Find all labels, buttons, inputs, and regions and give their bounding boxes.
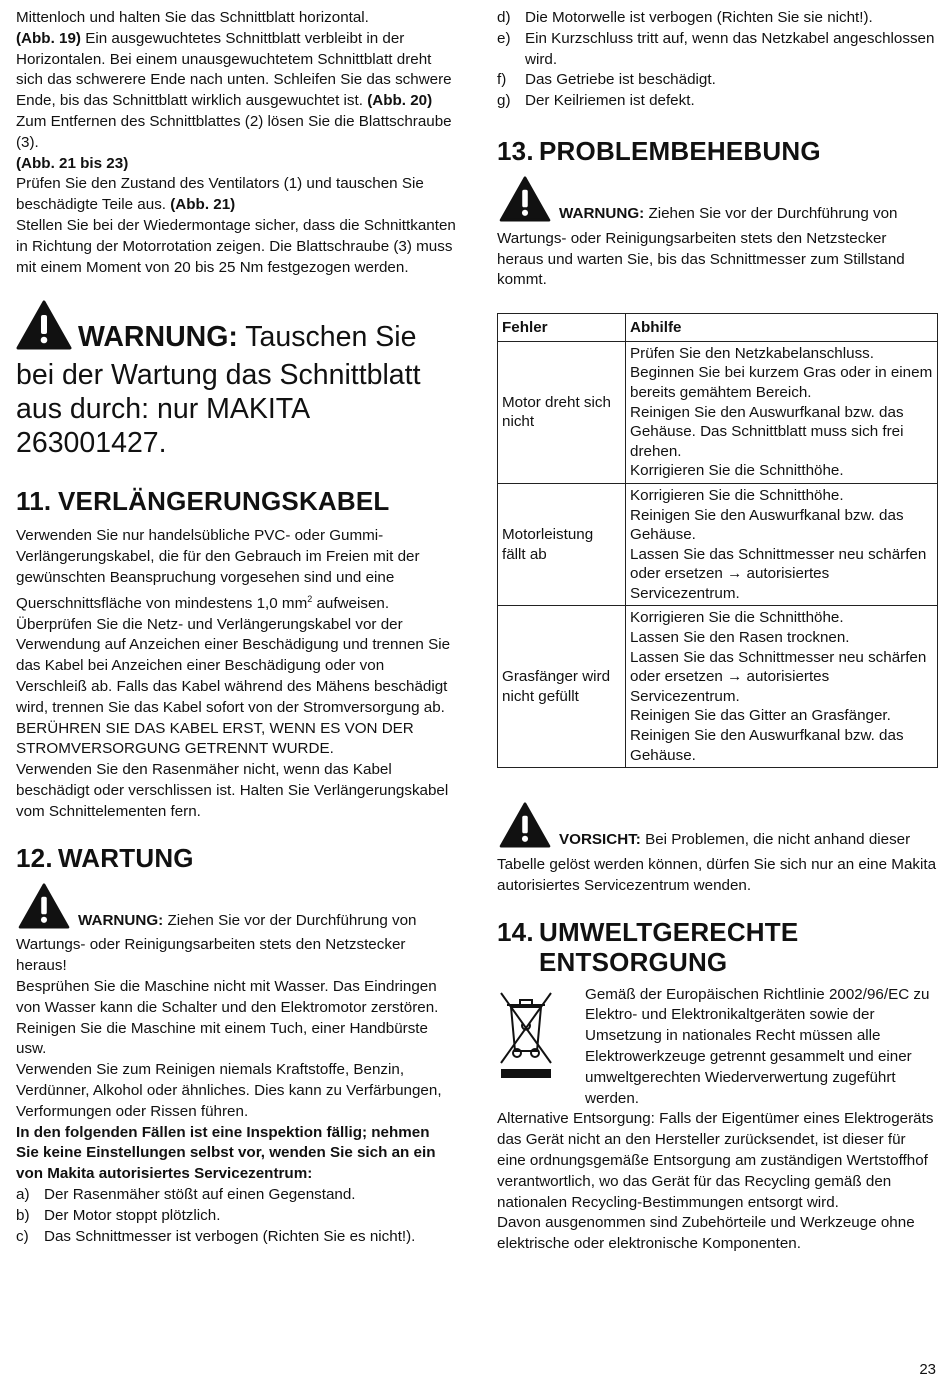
maintenance-warning: [16, 883, 456, 977]
inspection-list-continued: [497, 8, 937, 112]
warning-label: WARNUNG:: [78, 321, 238, 354]
fault-cell: Motorleistung fällt ab: [498, 483, 626, 606]
body-text: Stellen Sie bei der Wiedermontage sicher, dass die Schnittkanten in Richtung der Motorrotation zeigen. Die Blattschraube (3) muss mit einem Moment von 20 bis 25 Nm festgezogen werden.: [16, 216, 456, 276]
section-number: 13.: [497, 135, 534, 166]
remedy-cell: [626, 341, 938, 483]
section-title: UMWELTGERECHTE: [539, 916, 799, 947]
superscript: 2: [307, 593, 313, 604]
body-text: Verwenden Sie nur handelsübliche PVC- oder Gummi-Verlängerungskabel, die für den Gebrauch im Freien mit der gewünschten Beanspruchung vorgesehen sind und eine Querschnittsfläche von mindestens 1,0 mm: [16, 527, 420, 612]
warning-icon: [16, 300, 72, 358]
remedy-line: Reinigen Sie den Auswurfkanal bzw. das Gehäuse.: [630, 727, 904, 764]
section-11-heading: [16, 486, 456, 516]
caution-note: [497, 802, 937, 896]
table-header-row: [498, 314, 938, 342]
caution-label: VORSICHT:: [559, 831, 641, 849]
section-title: PROBLEMBEHEBUNG: [539, 135, 821, 166]
intro-text: Mittenloch und halten Sie das Schnittblatt horizontal.: [16, 9, 369, 26]
right-column: [497, 8, 937, 1255]
list-label: c): [16, 1227, 29, 1245]
figure-ref: (Abb. 19): [16, 29, 81, 47]
blade-warning: [16, 300, 456, 460]
list-label: a): [16, 1185, 30, 1203]
list-item: [497, 70, 937, 91]
disposal-block: [497, 985, 937, 1110]
remedy-line: Reinigen Sie den Auswurfkanal bzw. das Gehäuse.: [630, 506, 904, 544]
inspection-notice: In den folgenden Fällen ist eine Inspektion fällig; nehmen Sie keine Einstellungen selbst vor, wenden Sie sich an ein von Makita autorisiertes Servicezentrum:: [16, 1123, 436, 1183]
section-title: WARTUNG: [58, 842, 194, 873]
figure-ref: (Abb. 21): [170, 196, 236, 214]
table-row: [498, 341, 938, 483]
remedy-line: Beginnen Sie bei kurzem Gras oder in einem bereits gemähtem Bereich.: [630, 364, 933, 401]
body-text: Zum Entfernen des Schnittblattes (2) lösen Sie die Blattschraube (3).: [16, 112, 452, 151]
exception-paragraph: Davon ausgenommen sind Zubehörteile und Werkzeuge ohne elektrische oder elektronische Komponenten.: [497, 1214, 915, 1253]
figure-ref: (Abb. 20): [367, 92, 433, 110]
list-item: [16, 1206, 456, 1227]
table-row: [498, 483, 938, 606]
remedy-line: Reinigen Sie den Auswurfkanal bzw. das Gehäuse. Das Schnittblatt muss sich frei drehen.: [630, 403, 904, 460]
warning-icon: [497, 802, 553, 855]
list-text: Der Motor stoppt plötzlich.: [44, 1206, 221, 1224]
remedy-line: Reinigen Sie das Gitter an Grasfänger.: [630, 707, 891, 725]
remedy-line: Lassen Sie den Rasen trocknen.: [630, 629, 850, 647]
remedy-cell: [626, 606, 938, 768]
list-label: g): [497, 92, 511, 110]
list-item: [497, 8, 937, 29]
body-text: Prüfen Sie den Zustand des Ventilators (1) und tauschen Sie beschädigte Teile aus.: [16, 175, 424, 214]
weee-bin-icon: [497, 989, 555, 1086]
remedy-line: Lassen Sie das Schnittmesser neu schärfen oder ersetzen → autorisiertes Servicezentrum.: [630, 648, 927, 705]
sec12-paragraph-1: Besprühen Sie die Maschine nicht mit Wasser. Das Eindringen von Wasser kann die Schalter und den Elektromotor zerstören. Reinigen Sie die Maschine mit einem Tuch, einer Handbürste usw.: [16, 977, 439, 1058]
list-item: [16, 1227, 456, 1248]
list-label: e): [497, 29, 511, 47]
warning-text: Tauschen Sie bei der Wartung das Schnittblatt aus durch: nur MAKITA 263001427.: [16, 321, 421, 460]
list-text: Das Schnittmesser ist verbogen (Richten Sie es nicht!).: [44, 1227, 416, 1245]
column-header: Abhilfe: [626, 314, 938, 342]
section-title: ENTSORGUNG: [539, 946, 728, 977]
alternative-disposal-paragraph: Alternative Entsorgung: Falls der Eigentümer eines Elektrogeräts das Gerät nicht an den Hersteller zurücksendet, ist dieser für eine ordnungsgemäße Entsorgung am zuständigen Wertstoffhof verantwortlich, wo das Gerät für das Recycling gemäß den nationalen Recycling-Bestimmungen entsorgt wird.: [497, 1110, 934, 1211]
troubleshooting-table: [497, 313, 938, 768]
list-text: Die Motorwelle ist verbogen (Richten Sie sie nicht!).: [525, 9, 873, 26]
body-text: aufweisen.: [312, 594, 390, 612]
warning-text: Ziehen Sie vor der Durchführung von Wartungs- oder Reinigungsarbeiten stets den Netzstecker heraus und warten Sie, bis das Schnittmesser zum Stillstand kommt.: [497, 204, 905, 289]
warning-icon: [497, 176, 553, 229]
list-label: b): [16, 1206, 30, 1224]
list-text: Der Rasenmäher stößt auf einen Gegenstand.: [44, 1185, 356, 1203]
column-header: Fehler: [498, 314, 626, 342]
remedy-line: Korrigieren Sie die Schnitthöhe.: [630, 486, 844, 504]
sec11-paragraph-3: Verwenden Sie den Rasenmäher nicht, wenn das Kabel beschädigt oder verschlissen ist. Halten Sie Verlängerungskabel vom Schnittelementen fern.: [16, 761, 449, 820]
page-number: 23: [919, 1361, 936, 1378]
sec11-paragraph-1: [16, 526, 456, 614]
list-text: Ein Kurzschluss tritt auf, wenn das Netzkabel angeschlossen wird.: [525, 29, 935, 68]
section-number: 11.: [16, 486, 52, 517]
section-12-heading: [16, 843, 456, 873]
list-text: Das Getriebe ist beschädigt.: [525, 71, 716, 89]
list-label: f): [497, 71, 507, 89]
warning-text: Ziehen Sie vor der Durchführung von Wartungs- oder Reinigungsarbeiten stets den Netzstecker heraus!: [16, 911, 417, 975]
fault-cell: Grasfänger wird nicht gefüllt: [498, 606, 626, 768]
warning-icon: [16, 883, 72, 936]
remedy-line: Korrigieren Sie die Schnitthöhe.: [630, 462, 844, 480]
weee-paragraph: Gemäß der Europäischen Richtlinie 2002/96/EC zu Elektro- und Elektronikaltgeräten sowie der Umsetzung in nationales Recht müssen alle Elektrowerkzeuge getrennt gesammelt und einer umweltgerechten Wiederverwertung zugeführt werden.: [585, 985, 930, 1107]
list-item: [497, 29, 937, 71]
left-column: [16, 8, 456, 1247]
remedy-line: Lassen Sie das Schnittmesser neu schärfen oder ersetzen → autorisiertes Servicezentrum.: [630, 545, 927, 602]
blade-balance-paragraph: [16, 8, 456, 278]
section-number: 12.: [16, 842, 53, 873]
remedy-cell: [626, 483, 938, 606]
inspection-list: [16, 1185, 456, 1247]
section-number: 14.: [497, 916, 534, 947]
figure-ref: (Abb. 21 bis 23): [16, 154, 129, 172]
list-item: [497, 91, 937, 112]
fault-cell: Motor dreht sich nicht: [498, 341, 626, 483]
caution-text: Bei Problemen, die nicht anhand dieser Tabelle gelöst werden können, dürfen Sie sich nur an eine Makita autorisiertes Servicezentrum wenden.: [497, 831, 937, 894]
warning-label: WARNUNG:: [78, 911, 164, 929]
troubleshooting-warning: [497, 176, 937, 291]
sec11-paragraph-2: Überprüfen Sie die Netz- und Verlängerungskabel vor der Verwendung auf Anzeichen einer Beschädigung und trennen Sie das Kabel bei Anzeichen einer Beschädigung oder von Verschleiß ab. Falls das Kabel während des Mähens beschädigt wird, trennen Sie das Kabel sofort von der Stromversorgung ab. BERÜHREN SIE DAS KABEL ERST, WENN ES VON DER STROMVERSORGUNG GETRENNT WURDE.: [16, 615, 451, 758]
section-title: VERLÄNGERUNGSKABEL: [58, 486, 390, 517]
sec12-paragraph-2: Verwenden Sie zum Reinigen niemals Kraftstoffe, Benzin, Verdünner, Alkohol oder ähnliches. Dies kann zu Verfärbungen, Verformungen oder Rissen führen.: [16, 1061, 442, 1120]
section-13-heading: [497, 136, 937, 166]
remedy-line: Prüfen Sie den Netzkabelanschluss.: [630, 344, 874, 362]
list-item: [16, 1185, 456, 1206]
table-row: [498, 606, 938, 768]
section-14-heading: [497, 917, 937, 977]
warning-label: WARNUNG:: [559, 204, 645, 222]
list-text: Der Keilriemen ist defekt.: [525, 92, 695, 110]
body-text: Ein ausgewuchtetes Schnittblatt verbleibt in der Horizontalen. Bei einem unausgewuchtetem Schnittblatt dreht sich das schwerere Ende nach unten. Schleifen Sie das schwere Ende, bis das Schnittblatt wirklich ausgewuchtet ist.: [16, 29, 452, 110]
list-label: d): [497, 9, 511, 26]
remedy-line: Korrigieren Sie die Schnitthöhe.: [630, 609, 844, 627]
